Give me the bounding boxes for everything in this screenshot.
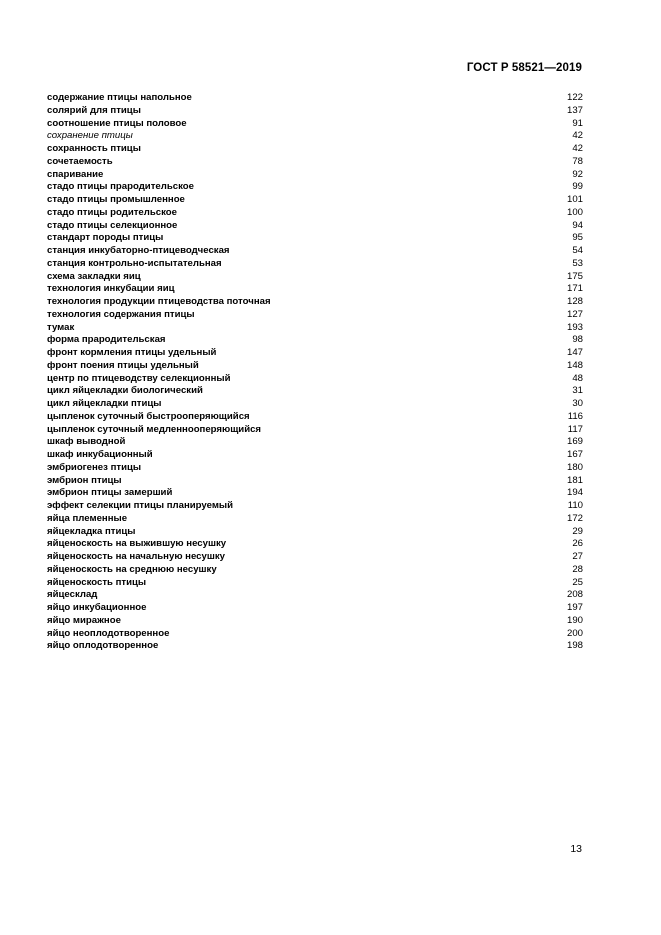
index-page-ref: 148 bbox=[566, 359, 583, 371]
index-entry bbox=[47, 334, 583, 347]
index-entry bbox=[47, 602, 583, 615]
index-entry bbox=[47, 322, 583, 335]
index-entry bbox=[47, 258, 583, 271]
index-entry bbox=[47, 500, 583, 513]
index-page-ref: 137 bbox=[566, 104, 583, 116]
index-entry bbox=[47, 538, 583, 551]
index-term: фронт кормления птицы удельный bbox=[47, 347, 217, 358]
index-entry bbox=[47, 156, 583, 169]
index-term: стандарт породы птицы bbox=[47, 232, 164, 244]
document-header: ГОСТ Р 58521—2019 bbox=[466, 62, 582, 74]
index-entry bbox=[47, 118, 583, 131]
index-page-ref: 198 bbox=[566, 640, 583, 652]
index-term: яйцо неоплодотворенное bbox=[47, 627, 170, 639]
index-term: содержание птицы напольное bbox=[47, 92, 192, 103]
index-term: станция контрольно-испытательная bbox=[47, 257, 222, 269]
index-page-ref: 100 bbox=[566, 206, 583, 218]
index-term: солярий для птицы bbox=[47, 104, 141, 116]
index-page-ref: 78 bbox=[572, 155, 583, 167]
index-entry bbox=[47, 143, 583, 156]
index-page-ref: 122 bbox=[566, 92, 583, 103]
index-term: цикл яйцекладки птицы bbox=[47, 398, 162, 409]
index-entry bbox=[47, 181, 583, 194]
index-page-ref: 169 bbox=[566, 436, 583, 448]
index-term: яйценоскость на среднюю несушку bbox=[47, 563, 217, 575]
index-term: соотношение птицы половое bbox=[47, 117, 187, 129]
index-page-ref: 29 bbox=[572, 525, 583, 537]
index-term: эмбрион птицы bbox=[47, 474, 122, 486]
index-page-ref: 127 bbox=[566, 308, 583, 320]
index-entry bbox=[47, 411, 583, 424]
index-entry bbox=[47, 475, 583, 488]
index-entry bbox=[47, 245, 583, 258]
index-term: яйцесклад bbox=[47, 589, 98, 601]
index-entry bbox=[47, 105, 583, 118]
index-entry bbox=[47, 373, 583, 386]
index-term: шкаф выводной bbox=[47, 436, 126, 448]
index-page-ref: 98 bbox=[572, 334, 583, 346]
index-term: фронт поения птицы удельный bbox=[47, 359, 199, 371]
page-number: 13 bbox=[570, 843, 582, 855]
index-term: сохранность птицы bbox=[47, 143, 141, 154]
index-entry bbox=[47, 194, 583, 207]
index-page-ref: 91 bbox=[572, 117, 583, 129]
index-entry bbox=[47, 398, 583, 411]
index-term: тумак bbox=[47, 321, 75, 333]
index-term: цыпленок суточный медленнооперяющийся bbox=[47, 423, 262, 435]
index-page-ref: 147 bbox=[566, 347, 583, 358]
index-entry bbox=[47, 615, 583, 628]
index-term: яйценоскость на начальную несушку bbox=[47, 551, 225, 562]
index-term: технология продукции птицеводства поточная bbox=[47, 296, 271, 307]
index-term: спаривание bbox=[47, 168, 104, 180]
index-term: шкаф инкубационный bbox=[47, 449, 153, 460]
alphabetical-index bbox=[47, 92, 583, 653]
index-page-ref: 110 bbox=[567, 500, 583, 511]
index-entry bbox=[47, 92, 583, 105]
index-term: сохранение птицы bbox=[47, 130, 133, 142]
index-entry bbox=[47, 385, 583, 398]
index-page-ref: 208 bbox=[566, 589, 583, 601]
index-page-ref: 180 bbox=[566, 461, 583, 473]
index-page-ref: 42 bbox=[572, 130, 583, 142]
index-entry bbox=[47, 347, 583, 360]
index-entry bbox=[47, 169, 583, 182]
index-page-ref: 99 bbox=[572, 181, 583, 193]
index-entry bbox=[47, 360, 583, 373]
index-entry bbox=[47, 296, 583, 309]
index-page-ref: 200 bbox=[566, 627, 583, 639]
index-page-ref: 54 bbox=[572, 245, 583, 256]
index-page-ref: 175 bbox=[566, 270, 583, 282]
index-term: технология инкубации яиц bbox=[47, 283, 175, 295]
index-entry bbox=[47, 309, 583, 322]
index-entry bbox=[47, 271, 583, 284]
index-entry bbox=[47, 551, 583, 564]
index-term: форма прародительская bbox=[47, 334, 166, 346]
index-entry bbox=[47, 589, 583, 602]
index-page-ref: 53 bbox=[572, 257, 583, 269]
index-term: яйценоскость птицы bbox=[47, 576, 147, 588]
index-entry bbox=[47, 220, 583, 233]
index-term: яйцекладка птицы bbox=[47, 525, 136, 537]
index-term: яйцо оплодотворенное bbox=[47, 640, 159, 652]
index-entry bbox=[47, 436, 583, 449]
index-term: яйцо миражное bbox=[47, 614, 121, 626]
index-term: стадо птицы селекционное bbox=[47, 219, 178, 231]
index-page-ref: 190 bbox=[566, 614, 583, 626]
index-term: сочетаемость bbox=[47, 155, 113, 167]
index-page-ref: 25 bbox=[572, 576, 583, 588]
index-term: эффект селекции птицы планируемый bbox=[47, 500, 234, 511]
index-page-ref: 172 bbox=[566, 512, 583, 524]
index-page-ref: 26 bbox=[572, 538, 583, 550]
index-page-ref: 171 bbox=[566, 283, 583, 295]
index-page-ref: 30 bbox=[572, 398, 583, 409]
index-entry bbox=[47, 130, 583, 143]
index-entry bbox=[47, 207, 583, 220]
index-entry bbox=[47, 640, 583, 653]
index-page-ref: 31 bbox=[572, 385, 583, 397]
index-term: яйца племенные bbox=[47, 512, 128, 524]
index-entry bbox=[47, 424, 583, 437]
index-entry bbox=[47, 487, 583, 500]
index-page-ref: 194 bbox=[566, 487, 583, 499]
index-term: центр по птицеводству селекционный bbox=[47, 372, 231, 384]
index-entry bbox=[47, 526, 583, 539]
index-page-ref: 116 bbox=[567, 410, 583, 422]
index-term: технология содержания птицы bbox=[47, 308, 195, 320]
index-term: яйценоскость на выжившую несушку bbox=[47, 538, 227, 550]
index-term: стадо птицы промышленное bbox=[47, 194, 185, 205]
index-term: стадо птицы родительское bbox=[47, 206, 177, 218]
index-page-ref: 48 bbox=[572, 372, 583, 384]
index-page-ref: 181 bbox=[566, 474, 583, 486]
index-page-ref: 197 bbox=[566, 602, 583, 613]
index-entry bbox=[47, 462, 583, 475]
index-entry bbox=[47, 283, 583, 296]
index-entry bbox=[47, 564, 583, 577]
index-term: цыпленок суточный быстрооперяющийся bbox=[47, 410, 250, 422]
index-page-ref: 128 bbox=[566, 296, 583, 307]
index-entry bbox=[47, 449, 583, 462]
index-term: эмбрион птицы замерший bbox=[47, 487, 173, 499]
index-page-ref: 42 bbox=[572, 143, 583, 154]
index-term: цикл яйцекладки биологический bbox=[47, 385, 203, 397]
index-term: схема закладки яиц bbox=[47, 270, 141, 282]
index-page-ref: 193 bbox=[566, 321, 583, 333]
index-term: стадо птицы прародительское bbox=[47, 181, 194, 193]
index-page-ref: 92 bbox=[572, 168, 583, 180]
index-page-ref: 101 bbox=[566, 194, 583, 205]
index-entry bbox=[47, 232, 583, 245]
index-term: эмбриогенез птицы bbox=[47, 461, 142, 473]
index-page-ref: 27 bbox=[572, 551, 583, 562]
index-entry bbox=[47, 628, 583, 641]
index-term: яйцо инкубационное bbox=[47, 602, 147, 613]
index-entry bbox=[47, 513, 583, 526]
index-page-ref: 95 bbox=[572, 232, 583, 244]
index-entry bbox=[47, 577, 583, 590]
index-page-ref: 28 bbox=[572, 563, 583, 575]
index-page-ref: 167 bbox=[566, 449, 583, 460]
index-term: станция инкубаторно-птицеводческая bbox=[47, 245, 230, 256]
index-page-ref: 117 bbox=[567, 423, 583, 435]
index-page-ref: 94 bbox=[572, 219, 583, 231]
